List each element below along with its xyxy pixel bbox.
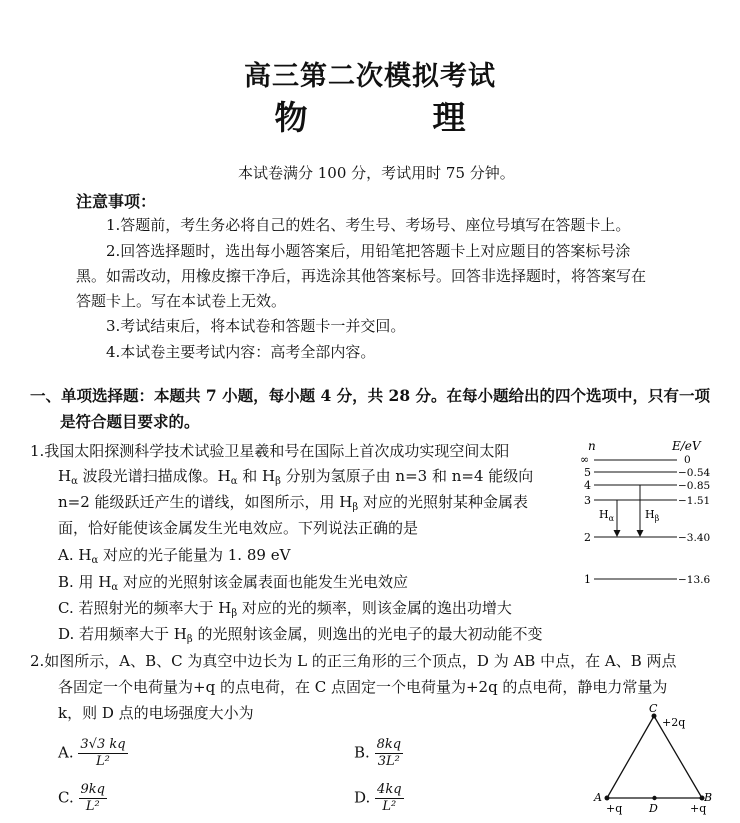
triangle-shape bbox=[607, 716, 702, 798]
point-a-dot bbox=[605, 796, 610, 801]
q1-option-a: A. $H_\alpha$ 对应的光子能量为 1. 89 eV bbox=[58, 546, 291, 566]
note-2-line-3: 答题卡上。写在本试卷上无效。 bbox=[76, 292, 287, 310]
h-alpha-arrowhead bbox=[614, 530, 621, 537]
triangle-diagram bbox=[590, 700, 720, 818]
label-b: B bbox=[704, 791, 713, 804]
q2-option-b: B. $\frac{8kq}{\text{3L²}}$ bbox=[354, 737, 402, 769]
level-e-1: −13.6 bbox=[678, 574, 711, 586]
h-alpha-label: $H_\alpha$ bbox=[599, 508, 614, 523]
note-2-line-1: 2.回答选择题时，选出每小题答案后，用铅笔把答题卡上对应题目的答案标号涂 bbox=[106, 242, 631, 260]
charge-b: +q bbox=[690, 802, 707, 815]
level-e-2: −3.40 bbox=[678, 532, 711, 544]
q2-option-c: C. $\frac{9kq}{\text{L²}}$ bbox=[58, 782, 105, 814]
q2-line-2: 各固定一个电荷量为+q 的点电荷，在 C 点固定一个电荷量为+2q 的点电荷，静电力常量为 bbox=[58, 678, 668, 696]
level-n-3: 3 bbox=[584, 494, 591, 507]
label-d: D bbox=[649, 802, 658, 815]
level-n-1: 1 bbox=[584, 573, 591, 586]
q1-option-b: B. 用 $H_\alpha$ 对应的光照射该金属表面也能发生光电效应 bbox=[58, 573, 408, 593]
q1-option-c: C. 若照射光的频率大于 $H_\beta$ 对应的光的频率，则该金属的逸出功增大 bbox=[58, 599, 512, 619]
level-e-3: −1.51 bbox=[678, 495, 711, 507]
level-n-2: 2 bbox=[584, 531, 591, 544]
level-n-4: 4 bbox=[584, 479, 591, 492]
q1-line-4: 面，恰好能使该金属发生光电效应。下列说法正确的是 bbox=[58, 519, 419, 537]
subject-title: 物 理 bbox=[274, 98, 512, 137]
point-d-dot bbox=[652, 796, 656, 800]
note-3: 3.考试结束后，将本试卷和答题卡一并交回。 bbox=[106, 317, 406, 335]
charge-a: +q bbox=[606, 802, 623, 815]
q1-line-3: n=2 能级跃迁产生的谱线，如图所示，用 $H_\beta$ 对应的光照射某种金属表 bbox=[58, 493, 528, 513]
notes-heading: 注意事项： bbox=[76, 192, 157, 211]
q2-line-3: k，则 D 点的电场强度大小为 bbox=[58, 704, 254, 722]
section-1-heading-line-2: 是符合题目要求的。 bbox=[60, 412, 200, 431]
label-c: C bbox=[649, 702, 658, 715]
level-e-5: −0.54 bbox=[678, 467, 711, 479]
q2-option-d: D. $\frac{4kq}{\text{L²}}$ bbox=[354, 782, 402, 814]
page-title: 高三第二次模拟考试 bbox=[244, 61, 496, 92]
q1-line-2: $H_\alpha$ 波段光谱扫描成像。$H_\alpha$ 和 $H_\beta$ 分别为氢原子由 n=3 和 n=4 能级向 bbox=[58, 467, 534, 487]
label-a: A bbox=[594, 791, 602, 804]
q2-line-1: 2.如图所示，A、B、C 为真空中边长为 L 的正三角形的三个顶点，D 为 AB 中点，在 A、B 两点 bbox=[30, 652, 677, 670]
q1-line-1: 1.我国太阳探测科学技术试验卫星羲和号在国际上首次成功实现空间太阳 bbox=[30, 442, 510, 460]
level-e-inf: 0 bbox=[684, 454, 691, 466]
note-2-line-2: 黑。如需改动，用橡皮擦干净后，再选涂其他答案标号。回答非选择题时，将答案写在 bbox=[76, 267, 647, 285]
energy-axis-label: E/eV bbox=[672, 439, 701, 453]
charge-c: +2q bbox=[662, 716, 686, 729]
level-n-5: 5 bbox=[584, 466, 591, 479]
q2-option-a: A. $\frac{3√3 kq}{\text{L²}}$ bbox=[58, 737, 126, 769]
q1-option-d: D. 若用频率大于 $H_\beta$ 的光照射该金属，则逸出的光电子的最大初动能不变 bbox=[58, 625, 543, 645]
level-e-4: −0.85 bbox=[678, 480, 711, 492]
intro-text: 本试卷满分 100 分，考试用时 75 分钟。 bbox=[238, 164, 515, 182]
n-axis-label: n bbox=[588, 439, 596, 453]
note-4: 4.本试卷主要考试内容：高考全部内容。 bbox=[106, 343, 376, 361]
h-beta-arrowhead bbox=[637, 530, 644, 537]
section-1-heading-line-1: 一、单项选择题：本题共 7 小题，每小题 4 分，共 28 分。在每小题给出的四个选项中，只有一项 bbox=[30, 386, 711, 405]
energy-level-diagram bbox=[574, 436, 724, 596]
note-1: 1.答题前，考生务必将自己的姓名、考生号、考场号、座位号填写在答题卡上。 bbox=[106, 216, 631, 234]
h-beta-label: $H_\beta$ bbox=[645, 508, 660, 523]
level-n-inf: ∞ bbox=[580, 453, 590, 466]
